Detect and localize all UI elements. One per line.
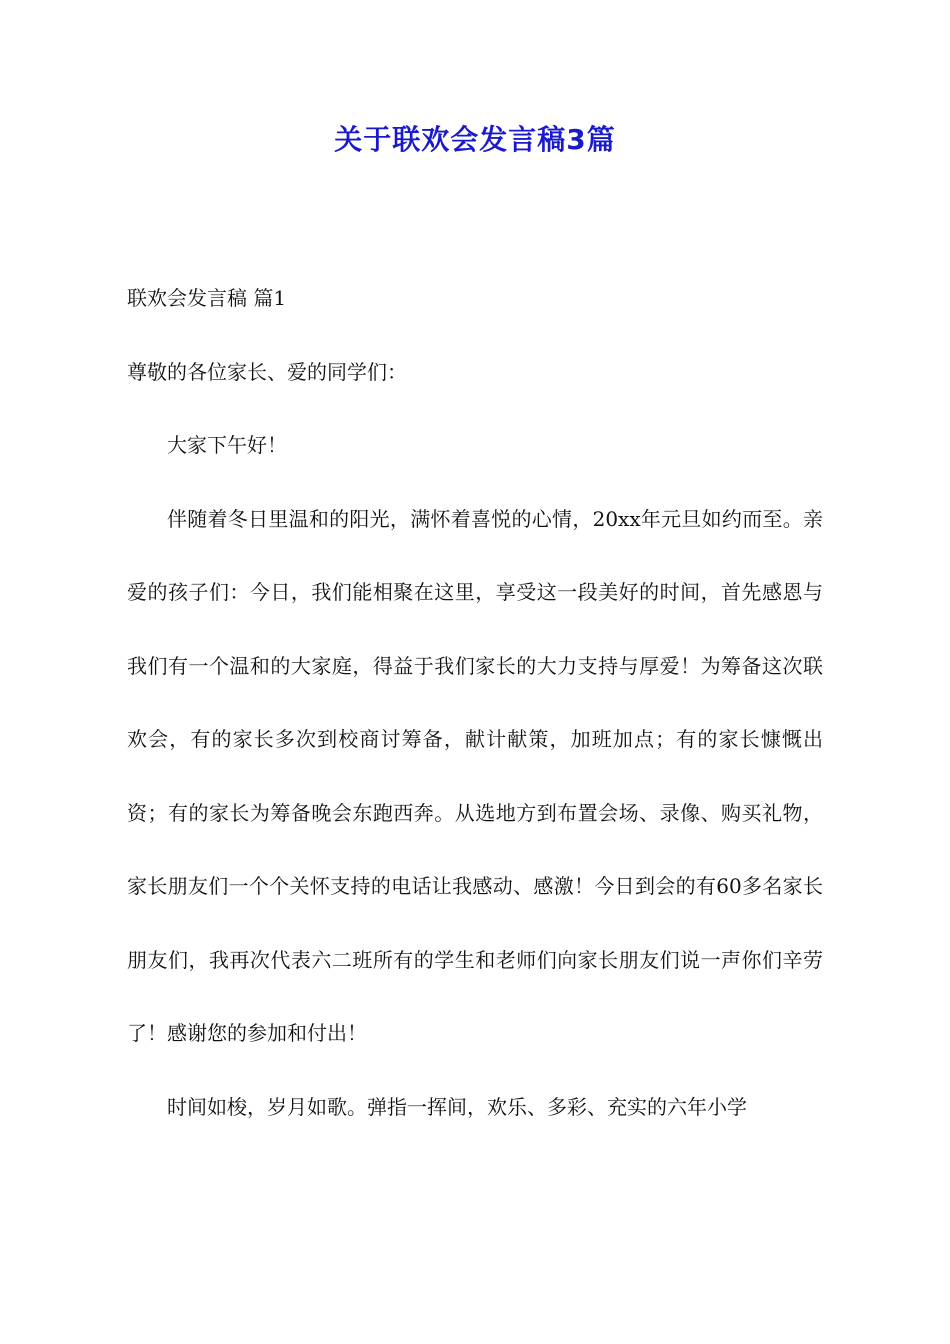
document-title: 关于联欢会发言稿3篇 <box>334 123 616 156</box>
greeting: 大家下午好！ <box>167 433 287 457</box>
salutation: 尊敬的各位家长、爱的同学们： <box>127 359 407 384</box>
section-heading: 联欢会发言稿 篇1 <box>127 286 287 310</box>
body-paragraph: 时间如梭，岁月如歌。弹指一挥间，欢乐、多彩、充实的六年小学 <box>167 1094 747 1119</box>
document-body <box>127 262 823 1144</box>
body-paragraph: 伴随着冬日里温和的阳光，满怀着喜悦的心情，20xx年元旦如约而至。亲爱的孩子们：今日，我们能相聚在这里，享受这一段美好的时间，首先感恩与我们有一个温和的大家庭，得益于我们家长的大力支持与厚爱！为筹备这次联欢会，有的家长多次到校商讨筹备，献计献策，加班加点；有的家长慷慨出资；有的家长为筹备晚会东跑西奔。从选地方到布置会场、录像、购买礼物，家长朋友们一个个关怀支持的电话让我感动、感激！今日到会的有60多名家长朋友们，我再次代表六二班所有的学生和老师们向家长朋友们说一声你们辛劳了！感谢您的参加和付出！ <box>127 506 823 1045</box>
